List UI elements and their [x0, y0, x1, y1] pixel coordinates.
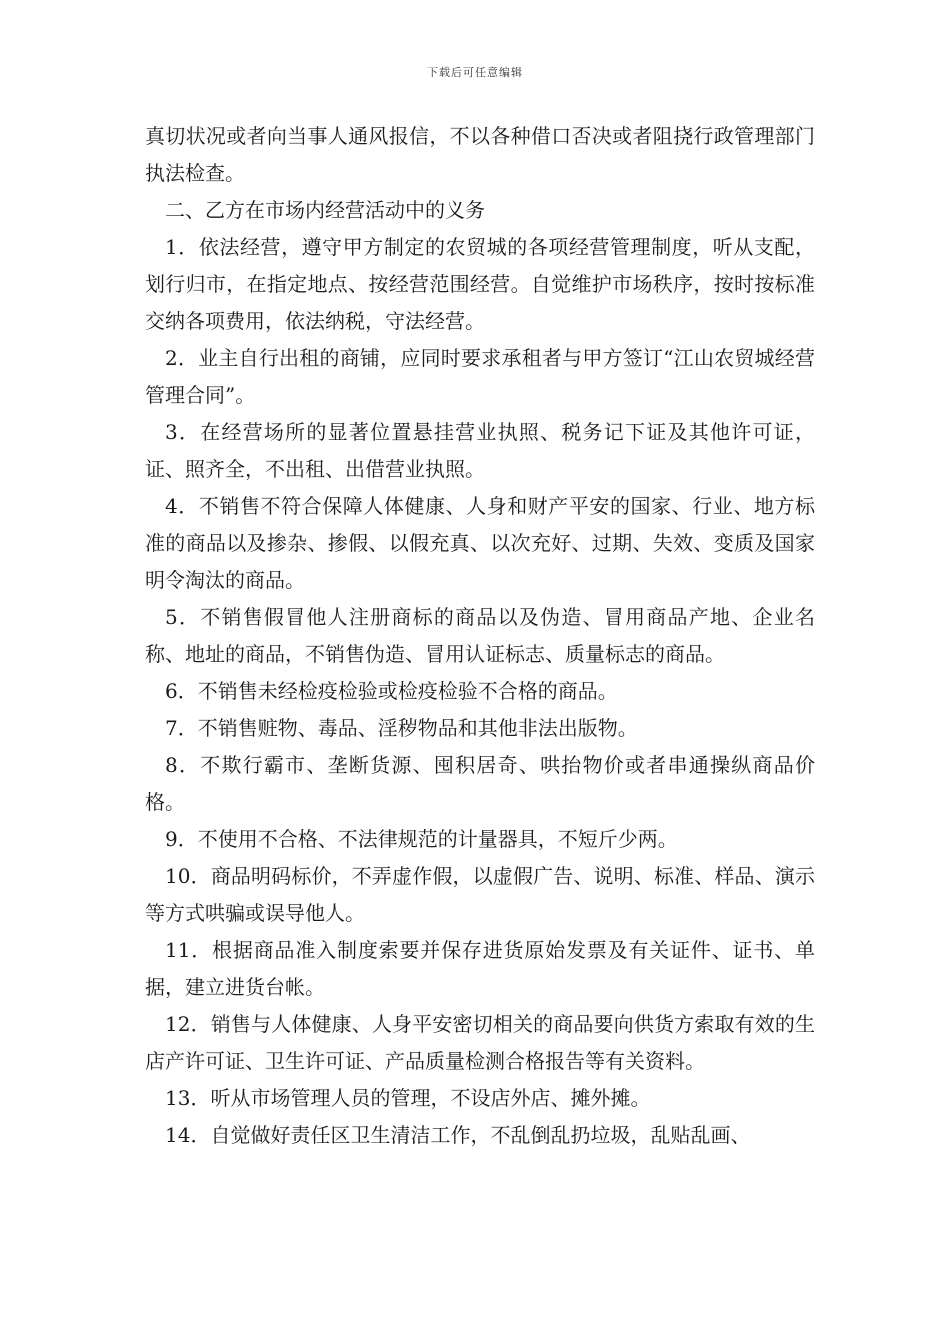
paragraph: 4．不销售不符合保障人体健康、人身和财产平安的国家、行业、地方标准的商品以及掺杂、掺假、以假充真、以次充好、过期、失效、变质及国家明令淘汰的商品。	[145, 494, 815, 592]
paragraph: 5．不销售假冒他人注册商标的商品以及伪造、冒用商品产地、企业名称、地址的商品，不销售伪造、冒用认证标志、质量标志的商品。	[145, 605, 815, 666]
paragraph: 13．听从市场管理人员的管理，不设店外店、摊外摊。	[165, 1086, 651, 1110]
paragraph: 3．在经营场所的显著位置悬挂营业执照、税务记下证及其他许可证，证、照齐全，不出租、出借营业执照。	[145, 420, 815, 481]
section-heading: 二、乙方在市场内经营活动中的义务	[165, 198, 485, 222]
paragraph: 11．根据商品准入制度索要并保存进货原始发票及有关证件、证书、单据，建立进货台帐。	[145, 938, 815, 999]
paragraph: 6．不销售未经检疫检验或检疫检验不合格的商品。	[165, 679, 618, 703]
paragraph: 9．不使用不合格、不法律规范的计量器具，不短斤少两。	[165, 827, 678, 851]
paragraph: 1．依法经营，遵守甲方制定的农贸城的各项经营管理制度，听从支配，划行归市，在指定地点、按经营范围经营。自觉维护市场秩序，按时按标准交纳各项费用，依法纳税，守法经营。	[145, 235, 815, 333]
paragraph: 14．自觉做好责任区卫生清洁工作，不乱倒乱扔垃圾，乱贴乱画、	[165, 1123, 751, 1147]
paragraph: 8．不欺行霸市、垄断货源、囤积居奇、哄抬物价或者串通操纵商品价格。	[145, 753, 815, 814]
header-note: 下载后可任意编辑	[427, 66, 523, 79]
document-body	[145, 118, 815, 1154]
paragraph: 真切状况或者向当事人通风报信，不以各种借口否决或者阻挠行政管理部门执法检查。	[145, 124, 815, 185]
paragraph: 10．商品明码标价，不弄虚作假，以虚假广告、说明、标准、样品、演示等方式哄骗或误导他人。	[145, 864, 815, 925]
paragraph: 2．业主自行出租的商铺，应同时要求承租者与甲方签订“江山农贸城经营管理合同”。	[145, 346, 815, 407]
paragraph: 7．不销售赃物、毒品、淫秽物品和其他非法出版物。	[165, 716, 638, 740]
paragraph: 12．销售与人体健康、人身平安密切相关的商品要向供货方索取有效的生店产许可证、卫生许可证、产品质量检测合格报告等有关资料。	[145, 1012, 815, 1073]
